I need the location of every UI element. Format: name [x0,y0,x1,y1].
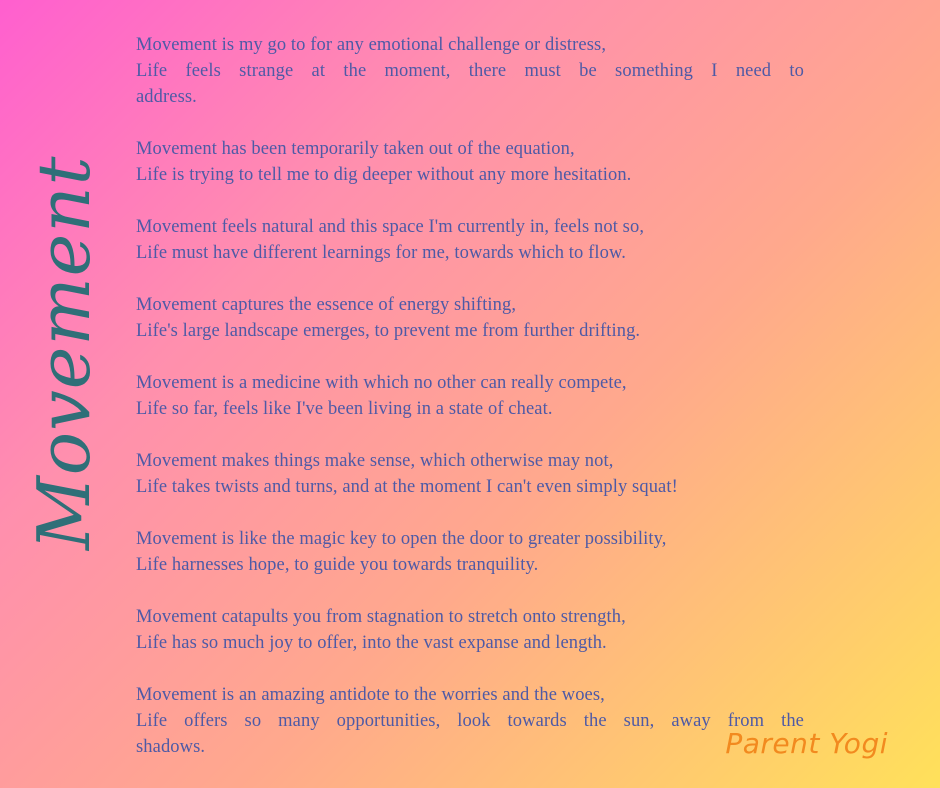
stanza-9 [136,682,804,760]
stanza-1-line-2a: Life feels strange at the moment, there must be something I need to [136,61,804,81]
stanza-8 [136,604,804,656]
stanza-4 [136,292,804,344]
stanza-8-line-2: Life has so much joy to offer, into the vast expanse and length. [136,633,607,653]
stanza-5-line-2: Life so far, feels like I've been living in a state of cheat. [136,399,553,419]
stanza-6-line-2: Life takes twists and turns, and at the moment I can't even simply squat! [136,477,678,497]
stanza-2-line-1: Movement has been temporarily taken out of the equation, [136,139,575,159]
signature: Parent Yogi [725,727,888,760]
stanza-3-line-1: Movement feels natural and this space I'm currently in, feels not so, [136,217,645,237]
stanza-1 [136,32,804,110]
stanza-9-line-2b: shadows. [136,737,206,757]
stanza-4-line-2: Life's large landscape emerges, to prevent me from further drifting. [136,321,641,341]
stanza-7 [136,526,804,578]
stanza-8-line-1: Movement catapults you from stagnation to stretch onto strength, [136,607,626,627]
stanza-1-line-1: Movement is my go to for any emotional challenge or distress, [136,35,607,55]
stanza-5 [136,370,804,422]
stanza-2-line-2: Life is trying to tell me to dig deeper without any more hesitation. [136,165,632,185]
stanza-9-line-1: Movement is an amazing antidote to the worries and the woes, [136,685,605,705]
poem-title: Movement [22,155,106,550]
stanza-6-line-1: Movement makes things make sense, which otherwise may not, [136,451,614,471]
stanza-5-line-1: Movement is a medicine with which no other can really compete, [136,373,627,393]
stanza-9-line-2a: Life offers so many opportunities, look towards the sun, away from the [136,711,804,731]
stanza-7-line-2: Life harnesses hope, to guide you towards tranquility. [136,555,539,575]
stanza-3 [136,214,804,266]
stanza-3-line-2: Life must have different learnings for me, towards which to flow. [136,243,626,263]
stanza-1-line-2b: address. [136,87,197,107]
poem-body [136,32,804,786]
stanza-7-line-1: Movement is like the magic key to open the door to greater possibility, [136,529,667,549]
stanza-2 [136,136,804,188]
stanza-6 [136,448,804,500]
stanza-4-line-1: Movement captures the essence of energy shifting, [136,295,517,315]
